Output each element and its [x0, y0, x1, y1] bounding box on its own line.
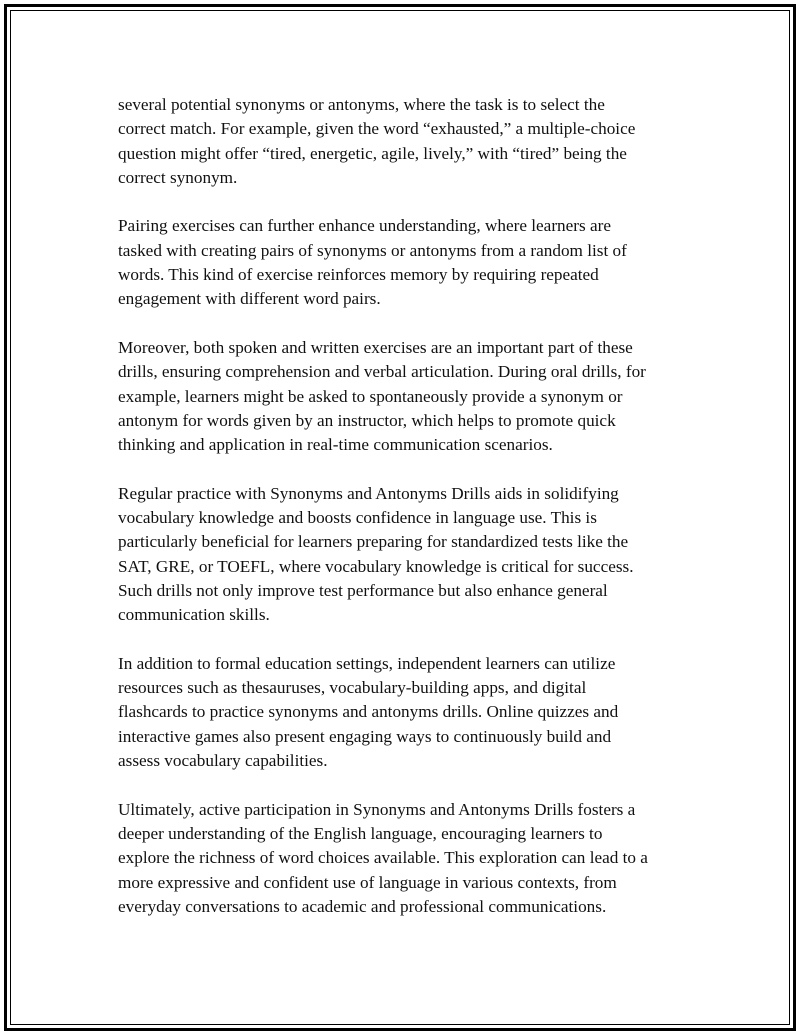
- text-line: particularly beneficial for learners preparing for standardized tests like the: [118, 532, 629, 552]
- text-line: Such drills not only improve test performance but also enhance general: [118, 580, 608, 600]
- text-line: assess vocabulary capabilities.: [118, 751, 328, 771]
- text-line: flashcards to practice synonyms and antonyms drills. Online quizzes and: [118, 702, 619, 722]
- text-line: Moreover, both spoken and written exercises are an important part of these: [118, 337, 633, 357]
- text-line: correct match. For example, given the word “exhausted,” a multiple-choice: [118, 119, 636, 139]
- paragraph-independent-learners: [118, 652, 698, 773]
- paragraph-spoken-written: [118, 336, 698, 457]
- text-line: words. This kind of exercise reinforces memory by requiring repeated: [118, 265, 599, 285]
- text-line: question might offer “tired, energetic, agile, lively,” with “tired” being the: [118, 143, 627, 163]
- text-line: SAT, GRE, or TOEFL, where vocabulary knowledge is critical for success.: [118, 556, 634, 576]
- text-line: Regular practice with Synonyms and Antonyms Drills aids in solidifying: [118, 483, 619, 503]
- text-line: Pairing exercises can further enhance understanding, where learners are: [118, 216, 611, 236]
- paragraph-pairing-exercises: [118, 214, 698, 311]
- text-line: drills, ensuring comprehension and verbal articulation. During oral drills, for: [118, 362, 646, 382]
- document-body: [118, 93, 698, 943]
- text-line: resources such as thesauruses, vocabulary-building apps, and digital: [118, 678, 587, 698]
- text-line: vocabulary knowledge and boosts confidence in language use. This is: [118, 508, 597, 528]
- text-line: antonym for words given by an instructor, which helps to promote quick: [118, 410, 616, 430]
- text-line: explore the richness of word choices available. This exploration can lead to a: [118, 848, 648, 868]
- text-line: deeper understanding of the English language, encouraging learners to: [118, 823, 603, 843]
- text-line: interactive games also present engaging ways to continuously build and: [118, 726, 612, 746]
- text-line: thinking and application in real-time communication scenarios.: [118, 435, 553, 455]
- text-line: example, learners might be asked to spontaneously provide a synonym or: [118, 386, 623, 406]
- paragraph-conclusion: [118, 798, 698, 919]
- text-line: more expressive and confident use of language in various contexts, from: [118, 872, 617, 892]
- text-line: communication skills.: [118, 605, 270, 625]
- text-line: Ultimately, active participation in Synonyms and Antonyms Drills fosters a: [118, 799, 636, 819]
- text-line: tasked with creating pairs of synonyms or antonyms from a random list of: [118, 240, 627, 260]
- text-line: everyday conversations to academic and professional communications.: [118, 896, 607, 916]
- paragraph-multiple-choice: [118, 93, 698, 190]
- text-line: In addition to formal education settings, independent learners can utilize: [118, 653, 616, 673]
- text-line: engagement with different word pairs.: [118, 289, 381, 309]
- paragraph-regular-practice: [118, 482, 698, 628]
- text-line: correct synonym.: [118, 167, 238, 187]
- text-line: several potential synonyms or antonyms, where the task is to select the: [118, 95, 605, 114]
